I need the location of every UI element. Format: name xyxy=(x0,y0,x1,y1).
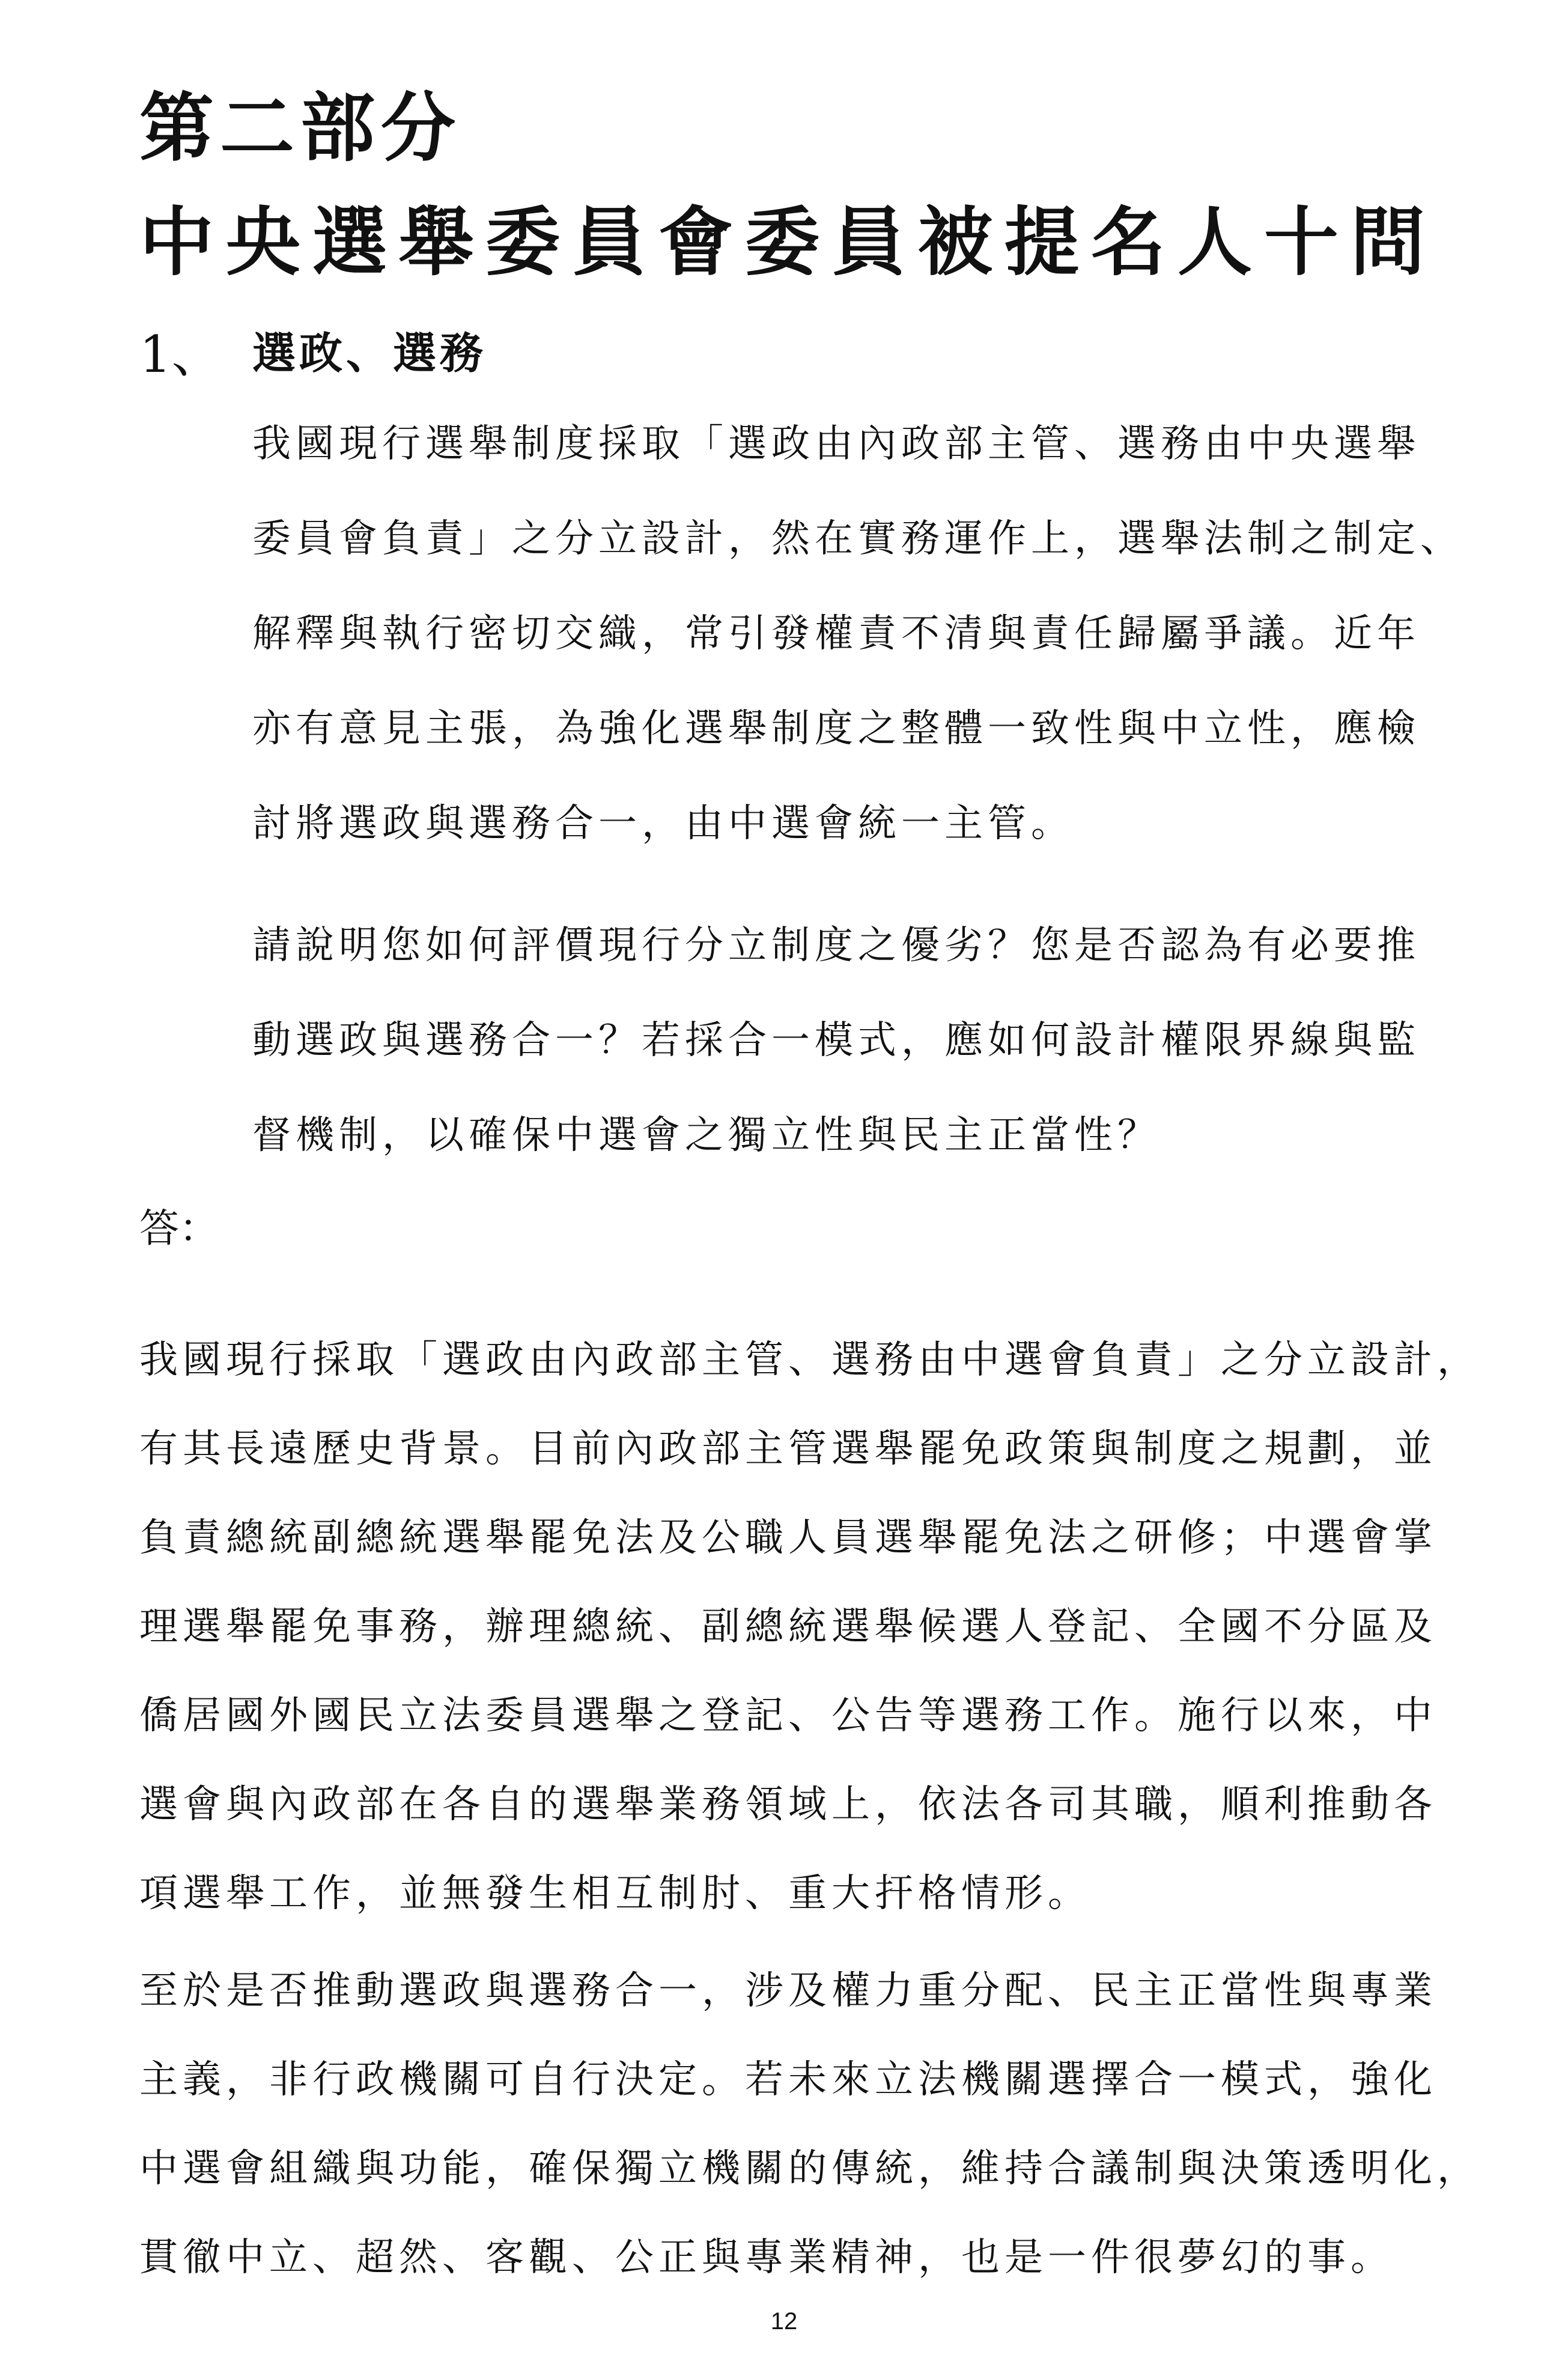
part-title: 第二部分 xyxy=(139,85,462,172)
paragraph-line: 亦有意見主張，為強化選舉制度之整體一致性與中立性，應檢 xyxy=(252,706,1420,751)
paragraph-line: 僑居國外國民立法委員選舉之登記、公告等選務工作。施行以來，中 xyxy=(139,1694,1437,1738)
paragraph-line: 督機制，以確保中選會之獨立性與民主正當性？ xyxy=(252,1113,1161,1158)
paragraph-line: 選會與內政部在各自的選舉業務領域上，依法各司其職，順利推動各 xyxy=(139,1782,1437,1827)
answer-label: 答： xyxy=(139,1205,219,1251)
question-intro-paragraph xyxy=(252,397,1463,871)
paragraph-line: 項選舉工作，並無發生相互制肘、重大扞格情形。 xyxy=(139,1871,1091,1916)
paragraph-line: 我國現行選舉制度採取「選政由內政部主管、選務由中央選舉 xyxy=(252,422,1420,466)
question-heading: 選政、選務 xyxy=(252,327,487,378)
paragraph-line: 請說明您如何評價現行分立制度之優劣？您是否認為有必要推 xyxy=(252,923,1420,968)
paragraph-line: 解釋與執行密切交織，常引發權責不清與責任歸屬爭議。近年 xyxy=(252,612,1420,656)
page-number: 12 xyxy=(770,2308,798,2335)
question-number: 1、 xyxy=(139,325,222,384)
paragraph-line: 主義，非行政機關可自行決定。若未來立法機關選擇合一模式，強化 xyxy=(139,2058,1437,2102)
answer-paragraph-1 xyxy=(139,1316,1480,1938)
paragraph-line: 理選舉罷免事務，辦理總統、副總統選舉候選人登記、全國不分區及 xyxy=(139,1605,1437,1649)
paragraph-line: 至於是否推動選政與選務合一，涉及權力重分配、民主正當性與專業 xyxy=(139,1969,1437,2013)
paragraph-line: 委員會負責」之分立設計，然在實務運作上，選舉法制之制定、 xyxy=(252,517,1463,561)
paragraph-line: 貫徹中立、超然、客觀、公正與專業精神，也是一件很夢幻的事。 xyxy=(139,2235,1394,2280)
paragraph-line: 我國現行採取「選政由內政部主管、選務由中選會負責」之分立設計， xyxy=(139,1338,1480,1382)
paragraph-line: 負責總統副總統選舉罷免法及公職人員選舉罷免法之研修；中選會掌 xyxy=(139,1516,1437,1560)
page-title: 中央選舉委員會委員被提名人十問 xyxy=(139,199,1438,286)
answer-paragraph-2 xyxy=(139,1946,1480,2302)
paragraph-line: 有其長遠歷史背景。目前內政部主管選舉罷免政策與制度之規劃，並 xyxy=(139,1427,1437,1471)
question-ask-paragraph xyxy=(252,898,1454,1183)
paragraph-line: 中選會組織與功能，確保獨立機關的傳統，維持合議制與決策透明化， xyxy=(139,2147,1480,2191)
paragraph-line: 討將選政與選務合一，由中選會統一主管。 xyxy=(252,801,1074,846)
paragraph-line: 動選政與選務合一？若採合一模式，應如何設計權限界線與監 xyxy=(252,1018,1420,1063)
